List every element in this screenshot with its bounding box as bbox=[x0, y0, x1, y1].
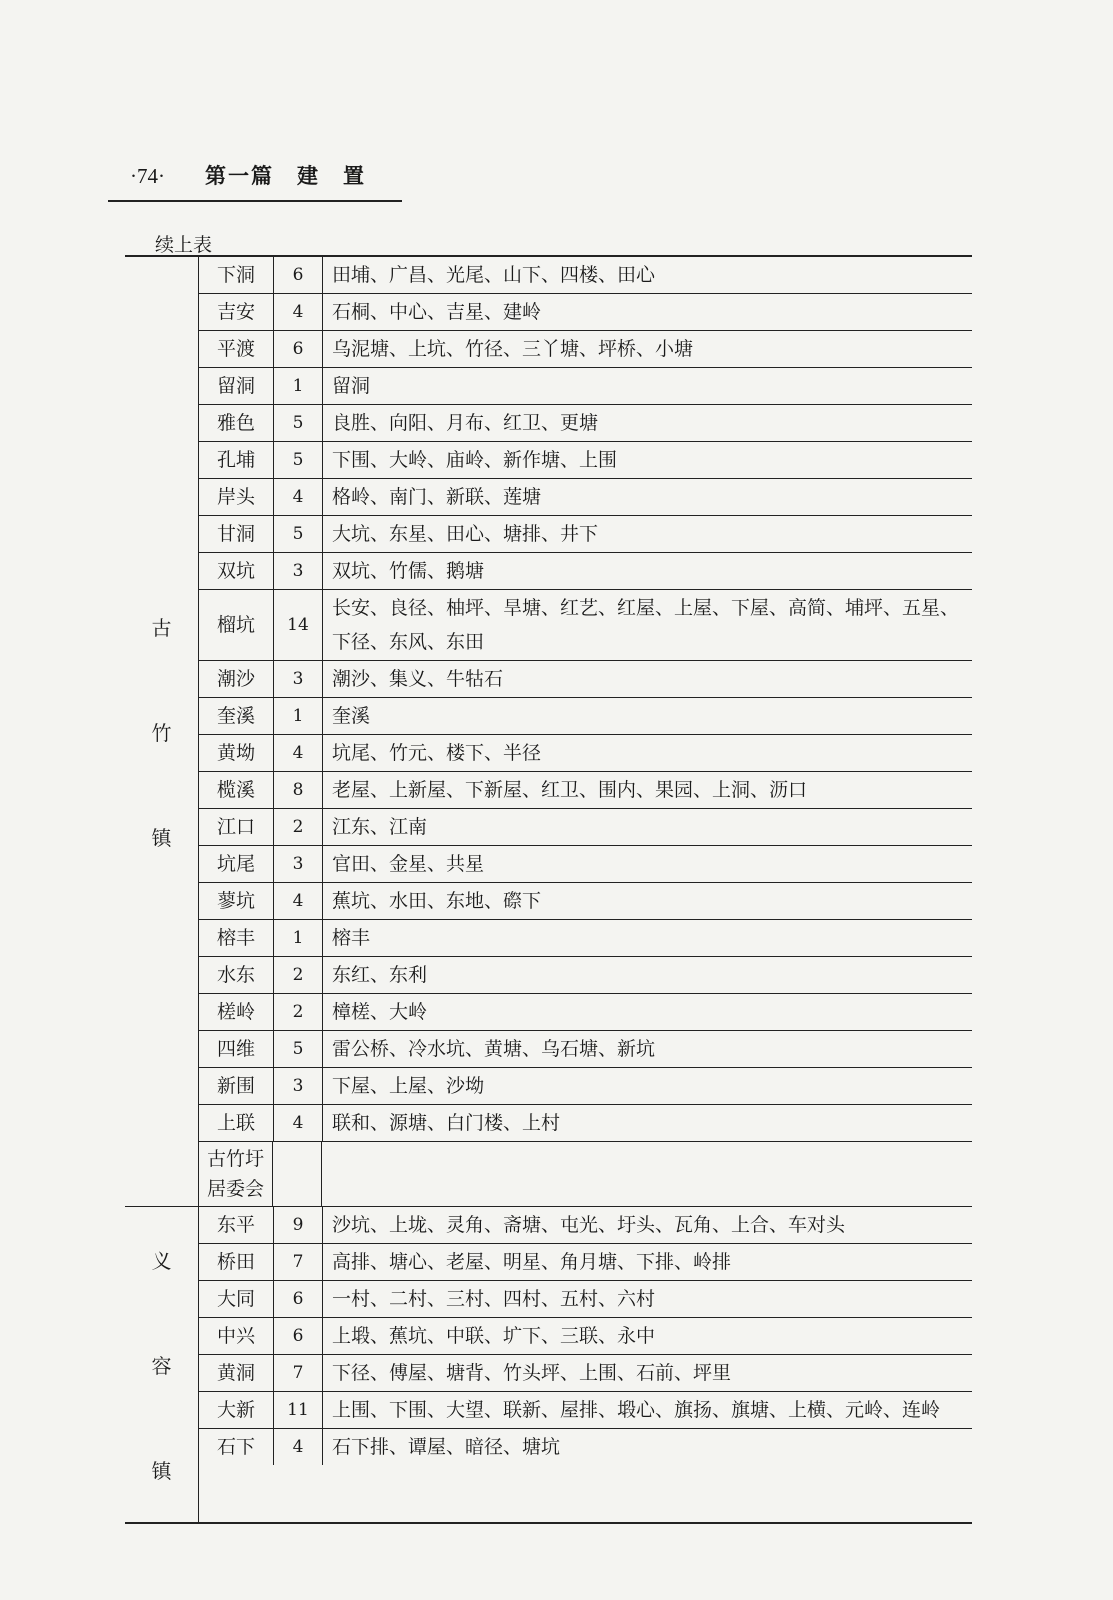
table-row bbox=[199, 1105, 972, 1142]
table-row bbox=[199, 479, 972, 516]
table-row bbox=[199, 1429, 972, 1465]
natural-village-count: 2 bbox=[274, 957, 323, 993]
natural-village-count: 4 bbox=[274, 1105, 323, 1141]
table-row bbox=[199, 1207, 972, 1244]
table-row bbox=[199, 294, 972, 331]
natural-village-count: 1 bbox=[274, 920, 323, 956]
village-name: 古竹圩居委会 bbox=[199, 1142, 273, 1206]
natural-village-count: 2 bbox=[274, 809, 323, 845]
village-name: 大同 bbox=[199, 1281, 274, 1317]
village-name: 孔埔 bbox=[199, 442, 274, 478]
village-name: 榄溪 bbox=[199, 772, 274, 808]
natural-village-names: 石桐、中心、吉星、建岭 bbox=[332, 301, 542, 323]
natural-village-count: 11 bbox=[274, 1392, 323, 1428]
natural-village-count: 6 bbox=[274, 1281, 323, 1317]
natural-village-names: 奎溪 bbox=[332, 705, 371, 727]
natural-village-count: 3 bbox=[274, 1068, 323, 1104]
village-name: 上联 bbox=[199, 1105, 274, 1141]
natural-village-count: 3 bbox=[274, 553, 323, 589]
page-header bbox=[130, 160, 366, 190]
village-name: 水东 bbox=[199, 957, 274, 993]
village-name: 石下 bbox=[199, 1429, 274, 1465]
natural-village-names: 上塅、蕉坑、中联、圹下、三联、永中 bbox=[332, 1325, 656, 1347]
natural-village-names: 高排、塘心、老屋、明星、角月塘、下排、岭排 bbox=[332, 1251, 732, 1273]
natural-village-count: 5 bbox=[274, 442, 323, 478]
natural-village-names: 长安、良径、柚坪、旱塘、红艺、红屋、上屋、下屋、高简、埔坪、五星、下径、东风、东田 bbox=[332, 597, 960, 653]
natural-village-count: 8 bbox=[274, 772, 323, 808]
village-name: 潮沙 bbox=[199, 661, 274, 697]
natural-village-count: 4 bbox=[274, 883, 323, 919]
table-row bbox=[199, 1031, 972, 1068]
table-row bbox=[199, 772, 972, 809]
natural-village-count: 4 bbox=[274, 294, 323, 330]
natural-village-names: 双坑、竹儒、鹅塘 bbox=[332, 560, 485, 582]
village-name: 榕丰 bbox=[199, 920, 274, 956]
natural-village-names: 石下排、谭屋、暗径、塘坑 bbox=[332, 1436, 561, 1458]
village-name: 江口 bbox=[199, 809, 274, 845]
village-name: 坑尾 bbox=[199, 846, 274, 882]
table-row bbox=[199, 1318, 972, 1355]
table-row bbox=[199, 553, 972, 590]
village-name: 榴坑 bbox=[199, 590, 274, 660]
page-number: ·74· bbox=[130, 164, 165, 188]
town-group bbox=[125, 257, 972, 1206]
natural-village-names: 蕉坑、水田、东地、磜下 bbox=[332, 890, 542, 912]
natural-village-count: 6 bbox=[274, 1318, 323, 1354]
town-name-char: 镇 bbox=[151, 1459, 172, 1483]
village-name: 中兴 bbox=[199, 1318, 274, 1354]
continued-label: 续上表 bbox=[155, 234, 213, 256]
table-row bbox=[199, 257, 972, 294]
natural-village-count: 7 bbox=[274, 1244, 323, 1280]
natural-village-names: 东红、东利 bbox=[332, 964, 428, 986]
natural-village-count: 5 bbox=[274, 516, 323, 552]
natural-village-names: 下屋、上屋、沙坳 bbox=[332, 1075, 485, 1097]
natural-village-names: 坑尾、竹元、楼下、半径 bbox=[332, 742, 542, 764]
natural-village-names: 上围、下围、大望、联新、屋排、塅心、旗扬、旗塘、上横、元岭、连岭 bbox=[332, 1399, 941, 1421]
table-row bbox=[199, 957, 972, 994]
village-rows bbox=[199, 257, 972, 1206]
village-name: 留洞 bbox=[199, 368, 274, 404]
table-row bbox=[199, 809, 972, 846]
natural-village-count: 6 bbox=[274, 257, 323, 293]
town-group bbox=[125, 1206, 972, 1522]
natural-village-count bbox=[273, 1142, 322, 1206]
header-rule bbox=[108, 200, 402, 202]
natural-village-names: 老屋、上新屋、下新屋、红卫、围内、果园、上洞、沥口 bbox=[332, 779, 808, 801]
natural-village-count: 5 bbox=[274, 405, 323, 441]
village-table bbox=[125, 255, 972, 1524]
table-row bbox=[199, 590, 972, 661]
table-row bbox=[199, 1244, 972, 1281]
natural-village-names: 樟槎、大岭 bbox=[332, 1001, 428, 1023]
village-name: 黄坳 bbox=[199, 735, 274, 771]
table-row bbox=[199, 1142, 972, 1206]
town-name-char: 竹 bbox=[151, 721, 172, 745]
town-name-cell bbox=[125, 1207, 199, 1522]
table-row bbox=[199, 846, 972, 883]
village-name: 桥田 bbox=[199, 1244, 274, 1280]
natural-village-count: 4 bbox=[274, 1429, 323, 1465]
natural-village-count: 3 bbox=[274, 846, 323, 882]
table-row bbox=[199, 698, 972, 735]
table-row bbox=[199, 516, 972, 553]
natural-village-names: 官田、金星、共星 bbox=[332, 853, 485, 875]
natural-village-names: 良胜、向阳、月布、红卫、更塘 bbox=[332, 412, 599, 434]
village-name: 双坑 bbox=[199, 553, 274, 589]
natural-village-names: 榕丰 bbox=[332, 927, 371, 949]
natural-village-count: 5 bbox=[274, 1031, 323, 1067]
natural-village-names: 雷公桥、冷水坑、黄塘、乌石塘、新坑 bbox=[332, 1038, 656, 1060]
natural-village-names: 下围、大岭、庙岭、新作塘、上围 bbox=[332, 449, 618, 471]
natural-village-names: 下径、傅屋、塘背、竹头坪、上围、石前、坪里 bbox=[332, 1362, 732, 1384]
natural-village-names: 潮沙、集义、牛牯石 bbox=[332, 668, 504, 690]
natural-village-names bbox=[322, 1142, 972, 1206]
village-name: 槎岭 bbox=[199, 994, 274, 1030]
natural-village-count: 4 bbox=[274, 735, 323, 771]
table-row bbox=[199, 883, 972, 920]
natural-village-names: 联和、源塘、白门楼、上村 bbox=[332, 1112, 561, 1134]
natural-village-names: 沙坑、上垅、灵角、斋塘、屯光、圩头、瓦角、上合、车对头 bbox=[332, 1214, 846, 1236]
table-row bbox=[199, 368, 972, 405]
natural-village-count: 6 bbox=[274, 331, 323, 367]
table-row bbox=[199, 405, 972, 442]
village-name: 吉安 bbox=[199, 294, 274, 330]
table-row bbox=[199, 920, 972, 957]
natural-village-count: 4 bbox=[274, 479, 323, 515]
natural-village-names: 乌泥塘、上坑、竹径、三丫塘、坪桥、小塘 bbox=[332, 338, 694, 360]
village-name: 东平 bbox=[199, 1207, 274, 1243]
table-row bbox=[199, 994, 972, 1031]
village-rows bbox=[199, 1207, 972, 1522]
table-row bbox=[199, 1355, 972, 1392]
chapter-title: 第一篇 建 置 bbox=[205, 163, 366, 188]
table-row bbox=[199, 735, 972, 772]
town-name-char: 义 bbox=[151, 1249, 172, 1273]
natural-village-count: 3 bbox=[274, 661, 323, 697]
village-name: 新围 bbox=[199, 1068, 274, 1104]
table-row bbox=[199, 661, 972, 698]
village-name: 雅色 bbox=[199, 405, 274, 441]
village-name: 平渡 bbox=[199, 331, 274, 367]
table-row bbox=[199, 1281, 972, 1318]
natural-village-count: 1 bbox=[274, 698, 323, 734]
natural-village-names: 田埔、广昌、光尾、山下、四楼、田心 bbox=[332, 264, 656, 286]
village-name: 下洞 bbox=[199, 257, 274, 293]
town-name-char: 古 bbox=[151, 616, 172, 640]
natural-village-count: 1 bbox=[274, 368, 323, 404]
village-name: 岸头 bbox=[199, 479, 274, 515]
natural-village-count: 2 bbox=[274, 994, 323, 1030]
natural-village-names: 大坑、东星、田心、塘排、井下 bbox=[332, 523, 599, 545]
natural-village-names: 江东、江南 bbox=[332, 816, 428, 838]
village-name: 蓼坑 bbox=[199, 883, 274, 919]
table-row bbox=[199, 442, 972, 479]
village-name: 奎溪 bbox=[199, 698, 274, 734]
natural-village-count: 9 bbox=[274, 1207, 323, 1243]
table-row bbox=[199, 1392, 972, 1429]
village-name: 四维 bbox=[199, 1031, 274, 1067]
village-name: 大新 bbox=[199, 1392, 274, 1428]
village-name: 黄洞 bbox=[199, 1355, 274, 1391]
table-row bbox=[199, 331, 972, 368]
natural-village-count: 14 bbox=[274, 590, 323, 660]
table-row bbox=[199, 1068, 972, 1105]
village-name: 甘洞 bbox=[199, 516, 274, 552]
town-name-cell bbox=[125, 257, 199, 1206]
town-name-char: 容 bbox=[151, 1354, 172, 1378]
natural-village-names: 一村、二村、三村、四村、五村、六村 bbox=[332, 1288, 656, 1310]
natural-village-count: 7 bbox=[274, 1355, 323, 1391]
natural-village-names: 格岭、南门、新联、莲塘 bbox=[332, 486, 542, 508]
town-name-char: 镇 bbox=[151, 826, 172, 850]
natural-village-names: 留洞 bbox=[332, 375, 371, 397]
